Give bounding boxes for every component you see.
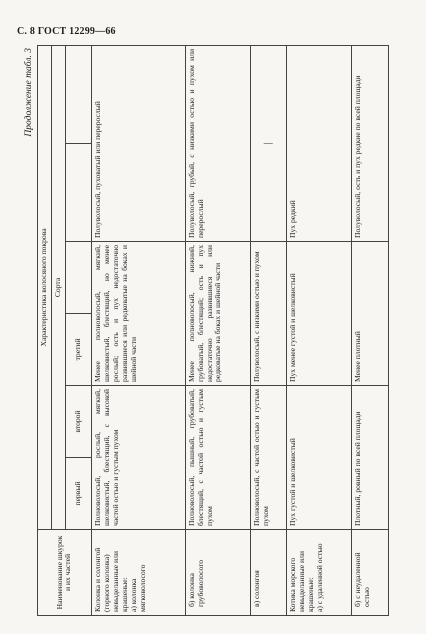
characteristics-table: [37, 45, 389, 616]
cell-sort-1: Пух густой и шелковистый: [287, 386, 352, 530]
row-name-kotik-removed: [287, 530, 352, 616]
cell-sort-3: Полуволосый, грубый, с низкими остью и пухом или перерослый: [185, 45, 250, 241]
cell-sort-1: Полноволосый, рослый, мягкий, шелковистый, блестящий, с высокой частой остью и густым пухом: [91, 386, 185, 530]
row-name-kotik-kept: [352, 530, 389, 616]
row-name-line: б) колонка грубоволосого: [186, 559, 205, 607]
sort-col-2: второй: [65, 386, 91, 458]
sort-col-3: третий: [65, 314, 91, 386]
row-name-line: Колонка и солонгой (горного колонка) невыделанные или крашеные:: [92, 547, 129, 612]
row-name-kolonok-coarse: [185, 530, 250, 616]
dash-mark: —: [264, 138, 274, 149]
row-name-solongoy: [250, 530, 287, 616]
sort-col-5: [65, 144, 91, 242]
table-row: [287, 45, 352, 615]
cell-sort-2: Менее плотный: [352, 242, 389, 386]
cell-sort-2: Менее полноволосый, нижний, грубоватый, блестящий; ость и пух недостаточно развившиеся или редковатые на боках и шейной части: [185, 242, 250, 386]
cell-sort-2: Менее полноволосый, мягкий, шелковистый, блестящий, но менее рослый; ость и пух недостаточно развившиеся или редковатые на боках и шейной части: [91, 242, 185, 386]
sort-col-1: первый: [65, 458, 91, 530]
rotated-table-region: [24, 46, 389, 616]
sort-col-4: [65, 242, 91, 314]
cell-sort-3: Полуволосый, ость и пух редкие по всей площади: [352, 45, 389, 241]
sort-col-6: [65, 45, 91, 143]
sort-header: Сорта: [51, 45, 65, 529]
row-name-kolonok-soft: [91, 530, 185, 616]
row-name-line: б) с неудаленной остью: [353, 552, 372, 607]
table-row: [352, 45, 389, 615]
page-header: С. 8 ГОСТ 12299—66: [17, 26, 116, 37]
row-name-line: а) колонка мягковолосого: [128, 564, 147, 612]
cell-sort-3: [250, 45, 287, 241]
cell-sort-3: Полуволосый, пуховатый или перерослый: [91, 45, 185, 241]
cell-sort-1: Плотный, ровный по всей площади: [352, 386, 389, 530]
row-name-line: Котика морского невыделанные или крашеные:: [288, 551, 316, 612]
row-name-line: а) с удаленной остью: [315, 543, 325, 612]
table-row: [91, 45, 185, 615]
group-header: Характеристика волосяного покрова: [38, 45, 52, 529]
cell-sort-3: Пух редкий: [287, 45, 352, 241]
cell-sort-2: Полуволосый, с низкими остью и пухом: [250, 242, 287, 386]
cell-sort-1: Полноволосый, пышный, грубоватый, блестящий, с частой остью и густым пухом: [185, 386, 250, 530]
cell-sort-1: Полноволосый, с частой остью и густым пухом: [250, 386, 287, 530]
cell-sort-2: Пух менее густой и шелковистый: [287, 242, 352, 386]
table-row: [250, 45, 287, 615]
continuation-label: Продолжение табл. 3: [24, 48, 34, 137]
table-row: [185, 45, 250, 615]
row-name-line: в) солонгоя: [251, 570, 261, 607]
col-name-header: Наименование шкурок и их частей: [38, 530, 92, 616]
